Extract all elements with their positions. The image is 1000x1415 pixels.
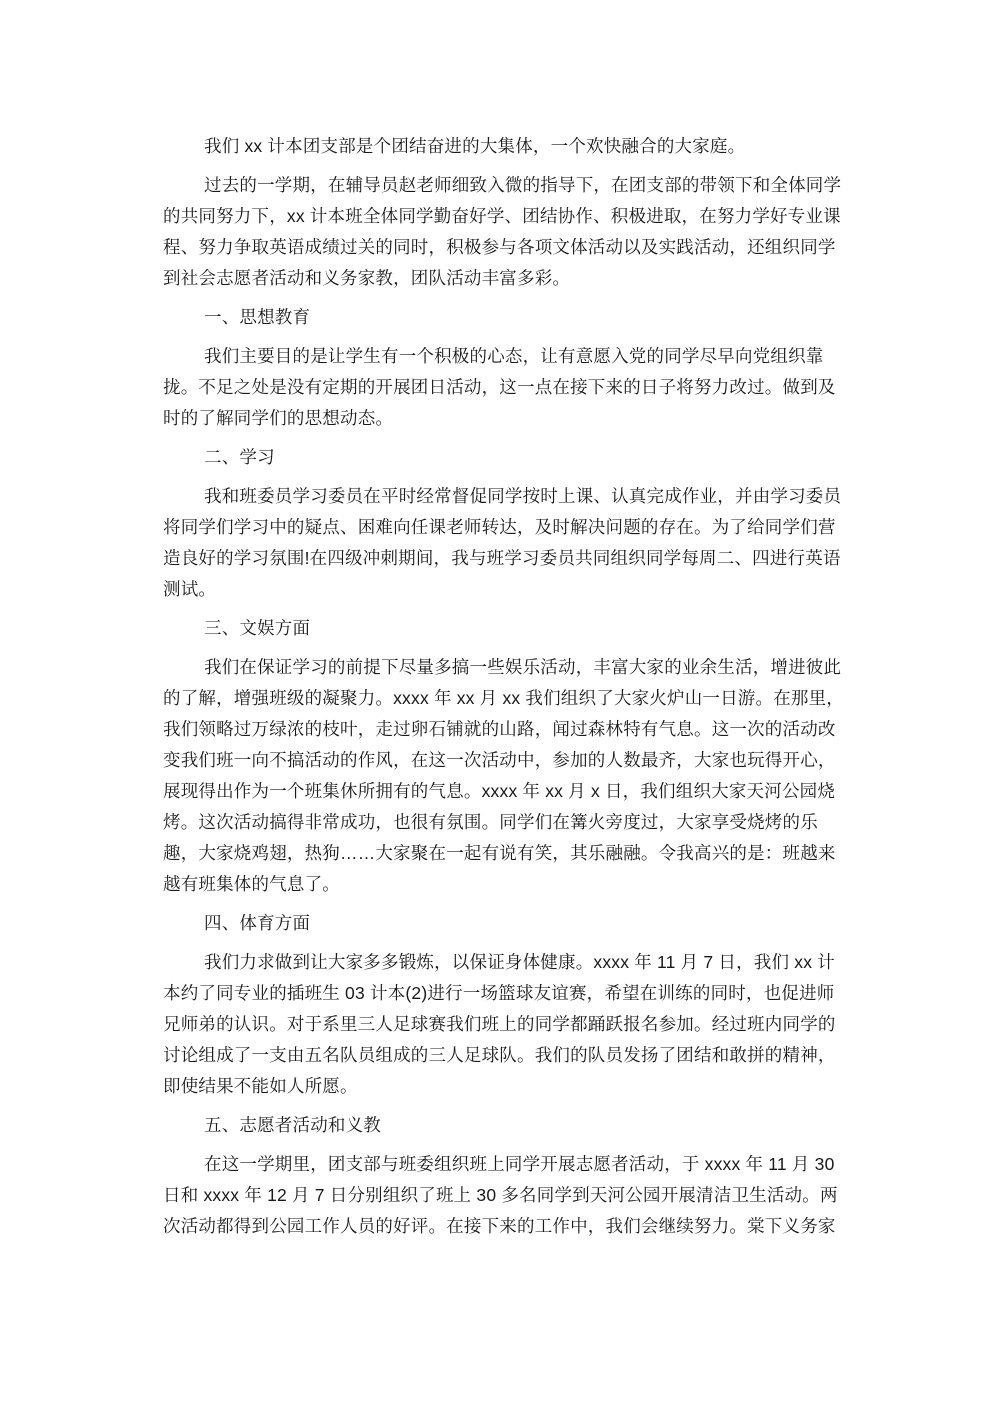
body-paragraph: 我们主要目的是让学生有一个积极的心态，让有意愿入党的同学尽早向党组织靠拢。不足之处是没有定期的开展团日活动，这一点在接下来的日子将努力改过。做到及时的了解同学们的思想动态。 bbox=[163, 346, 836, 428]
body-paragraph: 我和班委员学习委员在平时经常督促同学按时上课、认真完成作业，并由学习委员将同学们学习中的疑点、困难向任课老师转达，及时解决问题的存在。为了给同学们营造良好的学习氛围!在四级冲刺期间，我与班学习委员共同组织同学每周二、四进行英语测试。 bbox=[163, 486, 842, 599]
body-paragraph: 我们力求做到让大家多多锻炼，以保证身体健康。xxxx 年 11 月 7 日，我们 xx 计本约了同专业的插班生 03 计本(2)进行一场篮球友谊赛，希望在训练的同时，也促进师兄师弟的认识。对于系里三人足球赛我们班上的同学都踊跃报名参加。经过班内同学的讨论组成了一支由五名队员组成的三人足球队。我们的队员发扬了团结和敢拼的精神，即使结果不能如人所愿。 bbox=[163, 952, 836, 1096]
body-paragraph: 我们在保证学习的前提下尽量多搞一些娱乐活动，丰富大家的业余生活，增进彼此的了解，增强班级的凝聚力。xxxx 年 xx 月 xx 我们组织了大家火炉山一日游。在那里，我们领略过万绿浓的枝叶，走过卵石铺就的山路，闻过森林特有气息。这一次的活动改变我们班一向不搞活动的作风，在这一次活动中，参加的人数最齐，大家也玩得开心，展现得出作为一个班集休所拥有的气息。xxxx 年 xx 月 x 日，我们组织大家天河公园烧烤。这次活动搞得非常成功，也很有氛围。同学们在篝火旁度过，大家享受烧烤的乐趣，大家烧鸡翅，热狗……大家聚在一起有说有笑，其乐融融。令我高兴的是：班越来越有班集体的气息了。 bbox=[163, 657, 845, 894]
section-heading: 三、文娱方面 bbox=[204, 618, 311, 638]
section-heading: 五、志愿者活动和义教 bbox=[204, 1115, 381, 1135]
section-heading: 四、体育方面 bbox=[204, 913, 311, 933]
body-paragraph: 我们 xx 计本团支部是个团结奋进的大集体，一个欢快融合的大家庭。 bbox=[204, 136, 746, 156]
document-body bbox=[163, 131, 845, 1242]
body-paragraph: 在这一学期里，团支部与班委组织班上同学开展志愿者活动，于 xxxx 年 11 月 30 日和 xxxx 年 12 月 7 日分别组织了班上 30 多名同学到天河公园开展清洁卫生活动。两次活动都得到公园工作人员的好评。在接下来的工作中，我们会继续努力。棠下义务家 bbox=[163, 1154, 838, 1236]
section-heading: 二、学习 bbox=[204, 447, 275, 467]
section-heading: 一、思想教育 bbox=[204, 307, 311, 327]
body-paragraph: 过去的一学期，在辅导员赵老师细致入微的指导下，在团支部的带领下和全体同学的共同努力下，xx 计本班全体同学勤奋好学、团结协作、积极进取，在努力学好专业课程、努力争取英语成绩过关的同时，积极参与各项文体活动以及实践活动，还组织同学到社会志愿者活动和义务家教，团队活动丰富多彩。 bbox=[163, 175, 842, 288]
